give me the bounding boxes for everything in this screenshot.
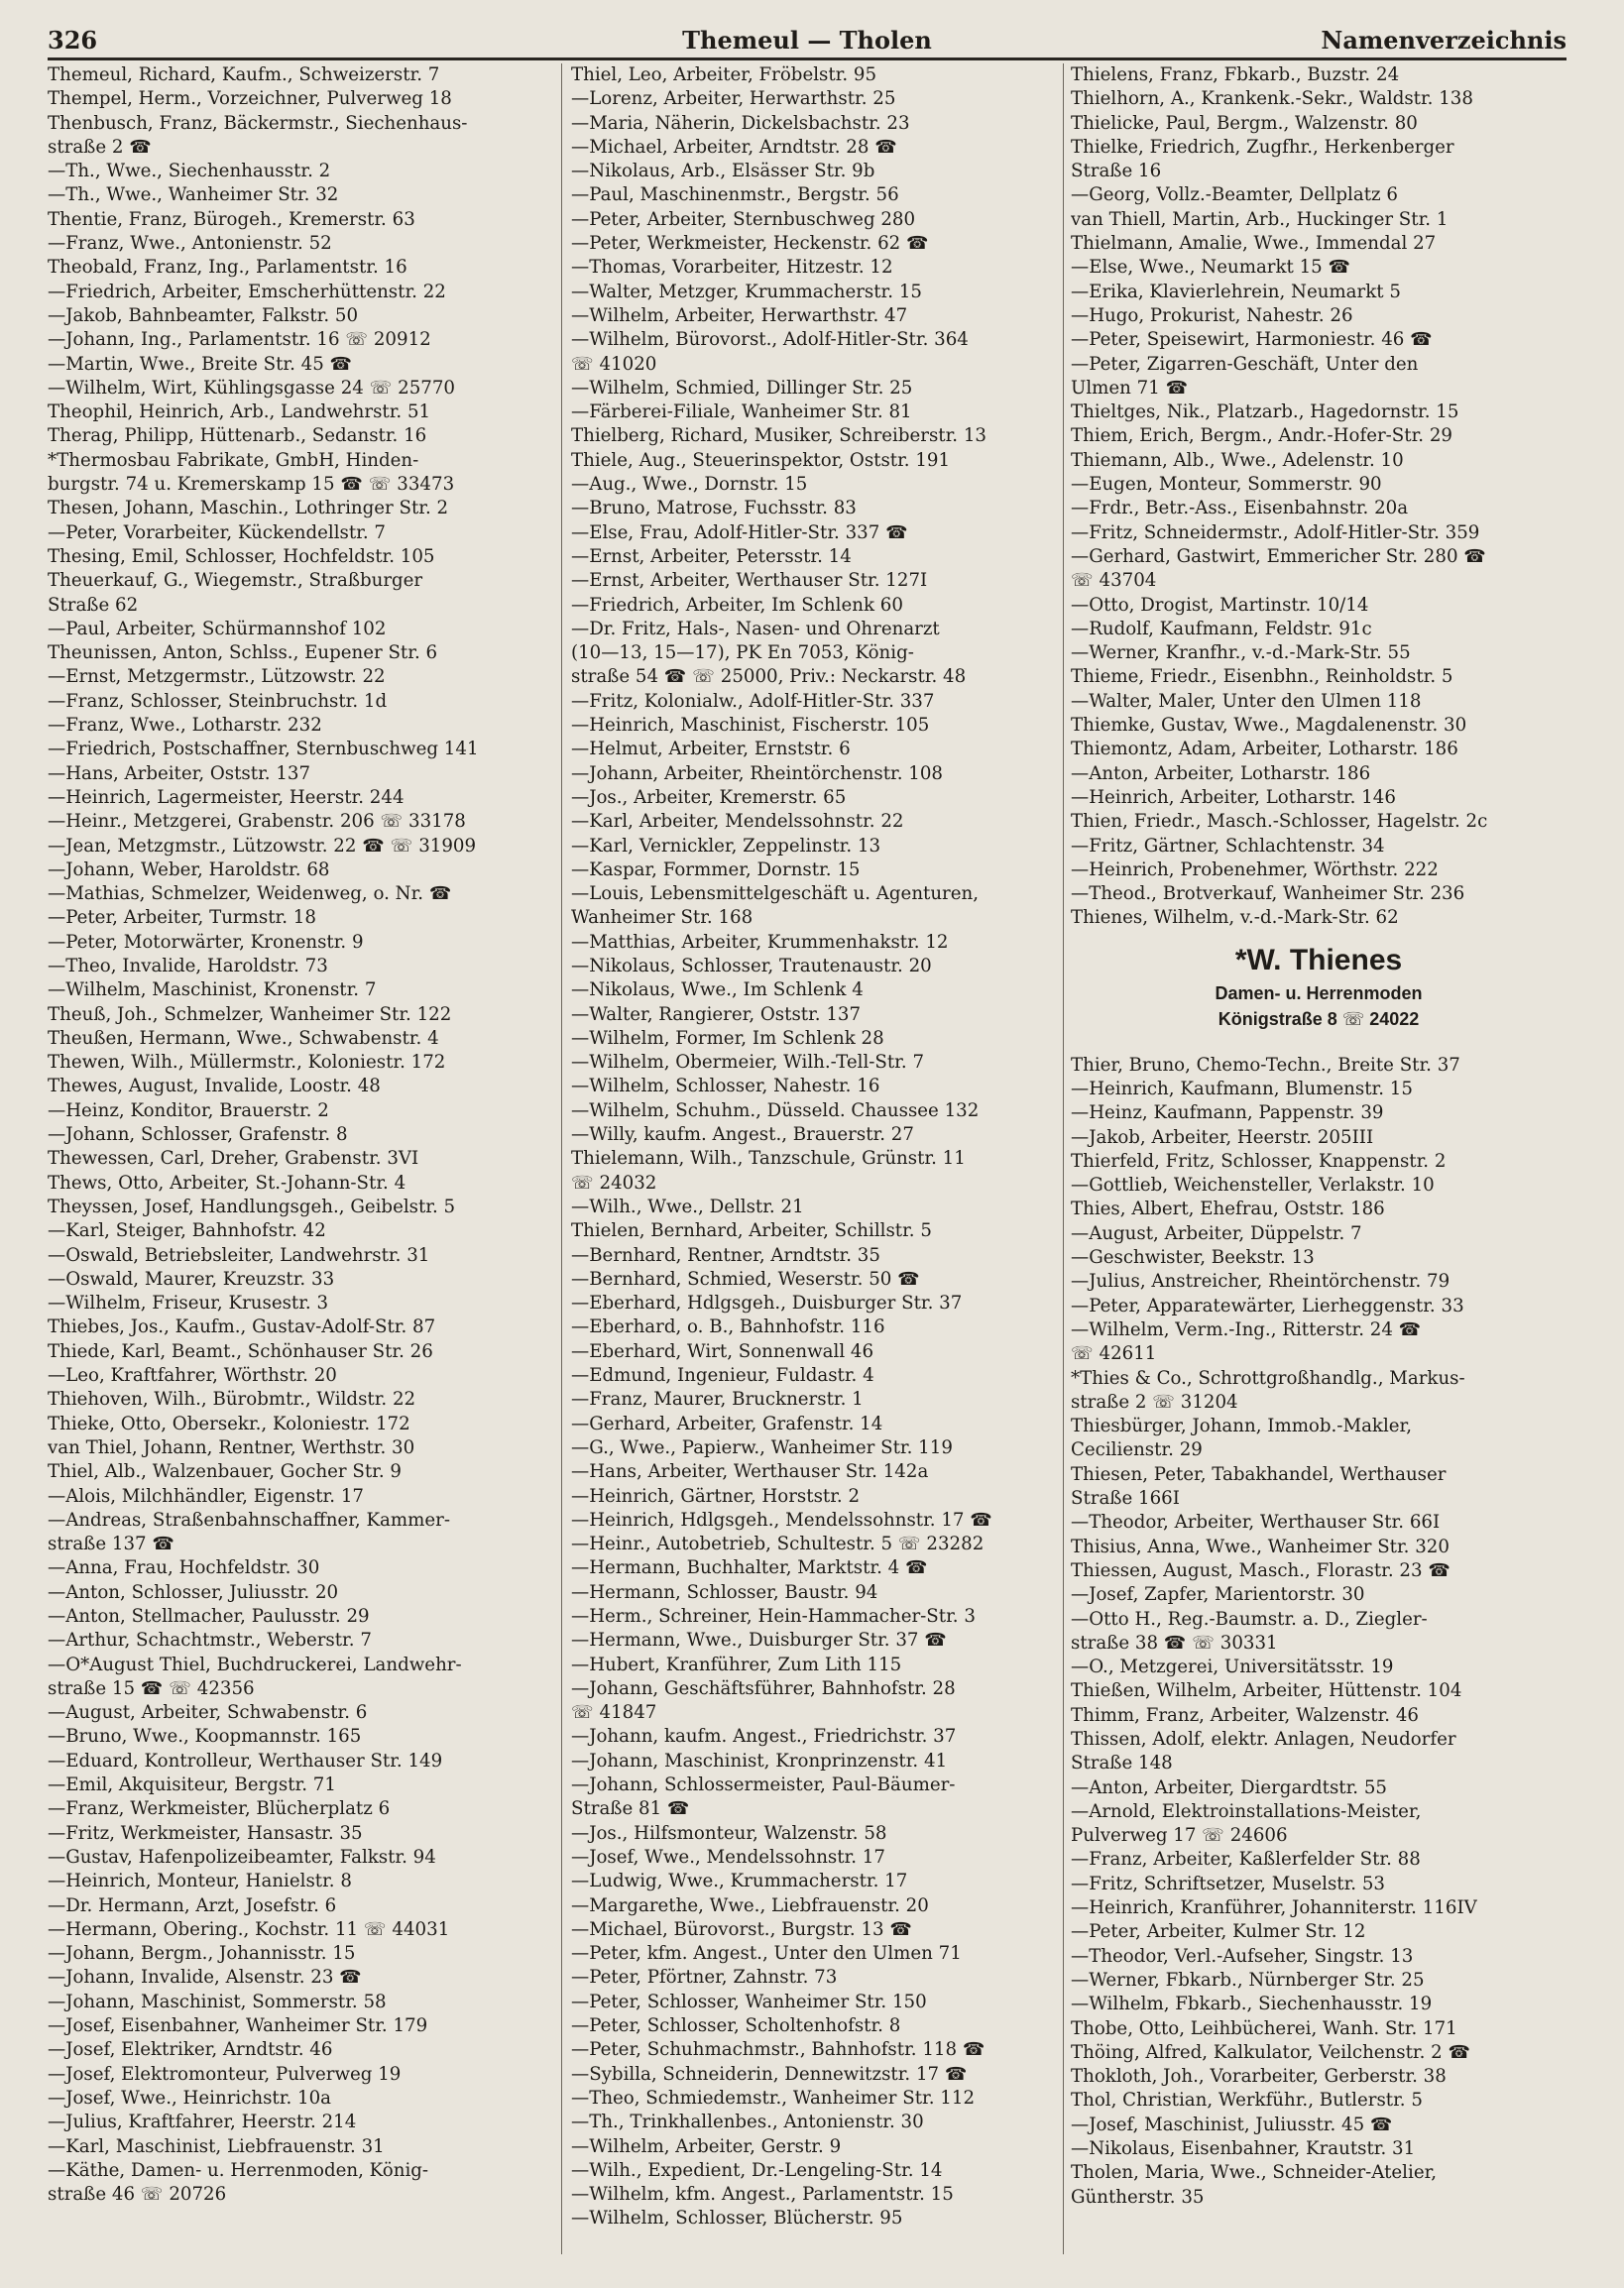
directory-entry: Cecilienstr. 29 bbox=[1071, 1439, 1203, 1461]
directory-entry: —Wilhelm, Arbeiter, Herwarthstr. 47 bbox=[571, 304, 908, 326]
directory-entry: —Walter, Metzger, Krummacherstr. 15 bbox=[571, 281, 922, 302]
directory-entry: Thissen, Adolf, elektr. Anlagen, Neudorfer bbox=[1071, 1729, 1456, 1750]
directory-entry: Theunissen, Anton, Schlss., Eupener Str. 6 bbox=[48, 642, 438, 664]
directory-entry: —Peter, Zigarren-Geschäft, Unter den bbox=[1071, 353, 1419, 375]
directory-entry: —Gerhard, Gastwirt, Emmericher Str. 280 ☎ bbox=[1071, 545, 1486, 567]
directory-entry: —Wilhelm, Wirt, Kühlingsgasse 24 ☏ 25770 bbox=[48, 377, 455, 399]
directory-entry: —Bruno, Wwe., Koopmannstr. 165 bbox=[48, 1726, 362, 1748]
ad-business-name: *W. Thienes bbox=[1234, 943, 1403, 976]
directory-entry: —Th., Wwe., Siechenhausstr. 2 bbox=[48, 161, 331, 182]
directory-entry: —Peter, Arbeiter, Sternbuschweg 280 bbox=[571, 208, 916, 230]
directory-entry: —Eberhard, Hdlgsgeh., Duisburger Str. 37 bbox=[571, 1293, 963, 1315]
directory-entry: —Matthias, Arbeiter, Krummenhakstr. 12 bbox=[571, 931, 949, 953]
directory-entry: —Leo, Kraftfahrer, Wörthstr. 20 bbox=[48, 1365, 337, 1387]
directory-entry: —Bruno, Matrose, Fuchsstr. 83 bbox=[571, 498, 857, 519]
directory-entry: —Theo, Invalide, Haroldstr. 73 bbox=[48, 955, 328, 976]
directory-entry: Thewes, August, Invalide, Loostr. 48 bbox=[48, 1076, 381, 1097]
directory-entry: —Ernst, Metzgermstr., Lützowstr. 22 bbox=[48, 666, 386, 688]
directory-entry: —Heinrich, Arbeiter, Lotharstr. 146 bbox=[1071, 786, 1396, 808]
directory-entry: —Th., Wwe., Wanheimer Str. 32 bbox=[48, 184, 339, 206]
directory-entry: burgstr. 74 u. Kremerskamp 15 ☎ ☏ 33473 bbox=[48, 474, 455, 496]
ad-business-address: Königstraße 8 ☏ 24022 bbox=[1218, 1008, 1420, 1029]
directory-entry: —Bernhard, Schmied, Weserstr. 50 ☎ bbox=[571, 1268, 920, 1290]
directory-entry: —Hermann, Obering., Kochstr. 11 ☏ 44031 bbox=[48, 1918, 450, 1940]
directory-entry: —Josef, Maschinist, Juliusstr. 45 ☎ bbox=[1071, 2114, 1393, 2135]
directory-entry: Straße 148 bbox=[1071, 1753, 1173, 1774]
directory-entry: —Heinrich, Hdlgsgeh., Mendelssohnstr. 17 ☎ bbox=[571, 1509, 992, 1531]
directory-entry: Güntherstr. 35 bbox=[1071, 2186, 1205, 2208]
directory-entry: Thierfeld, Fritz, Schlosser, Knappenstr. 2 bbox=[1071, 1150, 1447, 1172]
directory-entry: —Franz, Schlosser, Steinbruchstr. 1d bbox=[48, 690, 388, 712]
directory-entry: straße 38 ☎ ☏ 30331 bbox=[1071, 1632, 1278, 1654]
directory-entry: Theobald, Franz, Ing., Parlamentstr. 16 bbox=[48, 257, 407, 279]
directory-entry: —Johann, Maschinist, Kronprinzenstr. 41 bbox=[571, 1750, 948, 1772]
directory-entry: —Johann, Schlossermeister, Paul-Bäumer- bbox=[571, 1774, 956, 1796]
directory-entry: Thiehoven, Wilh., Bürobmtr., Wildstr. 22 bbox=[48, 1389, 416, 1411]
directory-entry: —Gerhard, Arbeiter, Grafenstr. 14 bbox=[571, 1413, 883, 1434]
column-divider bbox=[561, 63, 562, 2254]
directory-entry: —Emil, Akquisiteur, Bergstr. 71 bbox=[48, 1774, 336, 1796]
directory-entry: Pulverweg 17 ☏ 24606 bbox=[1071, 1825, 1288, 1847]
directory-entry: Thesing, Emil, Schlosser, Hochfeldstr. 105 bbox=[48, 545, 435, 567]
directory-entry: —Erika, Klavierlehrein, Neumarkt 5 bbox=[1071, 281, 1401, 302]
directory-entry: —Heinrich, Probenehmer, Wörthstr. 222 bbox=[1071, 858, 1439, 880]
directory-entry: —Mathias, Schmelzer, Weidenweg, o. Nr. ☎ bbox=[48, 883, 452, 905]
directory-entry: —Eugen, Monteur, Sommerstr. 90 bbox=[1071, 474, 1382, 496]
directory-entry: Themeul, Richard, Kaufm., Schweizerstr. 7 bbox=[48, 64, 440, 85]
directory-entry: —Johann, Maschinist, Sommerstr. 58 bbox=[48, 1991, 387, 2012]
directory-entry: —Josef, Eisenbahner, Wanheimer Str. 179 bbox=[48, 2015, 428, 2037]
directory-entry: —Josef, Elektriker, Arndtstr. 46 bbox=[48, 2039, 333, 2061]
directory-entry: Thokloth, Joh., Vorarbeiter, Gerberstr. 38 bbox=[1071, 2066, 1447, 2088]
directory-entry: —Otto H., Reg.-Baumstr. a. D., Ziegler- bbox=[1071, 1608, 1428, 1630]
directory-entry: —Hermann, Wwe., Duisburger Str. 37 ☎ bbox=[571, 1630, 947, 1652]
directory-entry: Thier, Bruno, Chemo-Techn., Breite Str. 37 bbox=[1071, 1054, 1460, 1076]
directory-entry: —Werner, Kranfhr., v.-d.-Mark-Str. 55 bbox=[1071, 642, 1411, 664]
directory-entry: —Peter, Apparatewärter, Lierheggenstr. 33 bbox=[1071, 1295, 1464, 1316]
directory-entry: Thisius, Anna, Wwe., Wanheimer Str. 320 bbox=[1071, 1536, 1450, 1557]
directory-entry: —Georg, Vollz.-Beamter, Dellplatz 6 bbox=[1071, 184, 1398, 206]
directory-entry: —Johann, Schlosser, Grafenstr. 8 bbox=[48, 1124, 348, 1146]
directory-entry: —Werner, Fbkarb., Nürnberger Str. 25 bbox=[1071, 1969, 1425, 1991]
directory-entry: Thienes, Wilhelm, v.-d.-Mark-Str. 62 bbox=[1071, 907, 1399, 929]
ad-business-type: Damen- u. Herrenmoden bbox=[1215, 982, 1423, 1003]
directory-entry: —Heinrich, Monteur, Hanielstr. 8 bbox=[48, 1871, 352, 1892]
directory-entry: —Fritz, Kolonialw., Adolf-Hitler-Str. 337 bbox=[571, 690, 935, 712]
directory-entry: —Heinrich, Kaufmann, Blumenstr. 15 bbox=[1071, 1078, 1413, 1099]
directory-entry: —Karl, Maschinist, Liebfrauenstr. 31 bbox=[48, 2135, 385, 2157]
directory-entry: —Wilhelm, Arbeiter, Gerstr. 9 bbox=[571, 2135, 842, 2157]
directory-entry: —Arthur, Schachtmstr., Weberstr. 7 bbox=[48, 1630, 372, 1652]
directory-entry: —Heinr., Autobetrieb, Schultestr. 5 ☏ 23282 bbox=[571, 1534, 985, 1555]
directory-entry: —Ernst, Arbeiter, Petersstr. 14 bbox=[571, 545, 852, 567]
directory-entry: —Johann, Geschäftsführer, Bahnhofstr. 28 bbox=[571, 1677, 956, 1699]
directory-entry: Thimm, Franz, Arbeiter, Walzenstr. 46 bbox=[1071, 1704, 1419, 1726]
directory-entry: —Peter, Motorwärter, Kronenstr. 9 bbox=[48, 931, 364, 953]
directory-entry: straße 2 ☎ bbox=[48, 136, 152, 158]
directory-entry: Thielhorn, A., Krankenk.-Sekr., Waldstr. 138 bbox=[1071, 88, 1473, 110]
directory-entry: —Rudolf, Kaufmann, Feldstr. 91c bbox=[1071, 618, 1372, 639]
directory-entry: Thielemann, Wilh., Tanzschule, Grünstr. 11 bbox=[571, 1148, 966, 1170]
directory-entry: —Paul, Maschinenmstr., Bergstr. 56 bbox=[571, 184, 899, 206]
directory-entry: —G., Wwe., Papierw., Wanheimer Str. 119 bbox=[571, 1436, 953, 1458]
directory-entry: Straße 81 ☎ bbox=[571, 1798, 690, 1820]
directory-entry: —Wilhelm, Schuhm., Düsseld. Chaussee 132 bbox=[571, 1099, 980, 1121]
directory-entry: —Karl, Vernickler, Zeppelinstr. 13 bbox=[571, 835, 881, 857]
directory-entry: —Friedrich, Postschaffner, Sternbuschweg 141 bbox=[48, 739, 479, 760]
directory-entry: —Heinz, Kaufmann, Pappenstr. 39 bbox=[1071, 1102, 1384, 1124]
directory-entry: —Walter, Maler, Unter den Ulmen 118 bbox=[1071, 690, 1422, 712]
directory-entry: Thieltges, Nik., Platzarb., Hagedornstr. 15 bbox=[1071, 401, 1459, 423]
directory-entry: —Martin, Wwe., Breite Str. 45 ☎ bbox=[48, 353, 353, 375]
directory-entry: —Johann, Invalide, Alsenstr. 23 ☎ bbox=[48, 1967, 362, 1989]
directory-entry: Thien, Friedr., Masch.-Schlosser, Hagelstr. 2c bbox=[1071, 811, 1488, 833]
directory-entry: Straße 62 bbox=[48, 594, 139, 616]
directory-entry: Thews, Otto, Arbeiter, St.-Johann-Str. 4 bbox=[48, 1172, 406, 1194]
directory-entry: —Julius, Kraftfahrer, Heerstr. 214 bbox=[48, 2112, 357, 2133]
directory-entry: —Heinz, Konditor, Brauerstr. 2 bbox=[48, 1099, 329, 1121]
directory-entry: —Helmut, Arbeiter, Ernststr. 6 bbox=[571, 739, 851, 760]
directory-entry: —Heinrich, Lagermeister, Heerstr. 244 bbox=[48, 786, 405, 808]
directory-entry: —O*August Thiel, Buchdruckerei, Landwehr- bbox=[48, 1654, 462, 1675]
directory-entry: —Johann, Ing., Parlamentstr. 16 ☏ 20912 bbox=[48, 329, 431, 351]
directory-entry: van Thiell, Martin, Arb., Huckinger Str. 1 bbox=[1071, 208, 1449, 230]
directory-entry: —Theo, Schmiedemstr., Wanheimer Str. 112 bbox=[571, 2087, 976, 2109]
directory-column-2 bbox=[571, 63, 1085, 2276]
directory-entry: —Heinr., Metzgerei, Grabenstr. 206 ☏ 33178 bbox=[48, 811, 466, 833]
directory-entry: —Eberhard, o. B., Bahnhofstr. 116 bbox=[571, 1316, 885, 1338]
directory-entry: —Ludwig, Wwe., Krummacherstr. 17 bbox=[571, 1871, 908, 1892]
directory-entry: —Hermann, Buchhalter, Marktstr. 4 ☎ bbox=[571, 1557, 928, 1579]
directory-entry: Thiele, Aug., Steuerinspektor, Oststr. 191 bbox=[571, 449, 951, 471]
directory-entry: —Josef, Elektromonteur, Pulverweg 19 bbox=[48, 2063, 402, 2085]
directory-entry: —Else, Wwe., Neumarkt 15 ☎ bbox=[1071, 257, 1351, 279]
directory-entry: —Josef, Wwe., Heinrichstr. 10a bbox=[48, 2087, 331, 2109]
section-title: Namenverzeichnis bbox=[1321, 26, 1566, 55]
directory-entry: —Aug., Wwe., Dornstr. 15 bbox=[571, 474, 808, 496]
directory-entry: —Anton, Arbeiter, Lotharstr. 186 bbox=[1071, 762, 1371, 784]
directory-entry: —Karl, Steiger, Bahnhofstr. 42 bbox=[48, 1220, 326, 1242]
directory-entry: Thielberg, Richard, Musiker, Schreiberstr. 13 bbox=[571, 425, 987, 447]
directory-entry: *Thermosbau Fabrikate, GmbH, Hinden- bbox=[48, 449, 419, 471]
directory-entry: —Wilhelm, Verm.-Ing., Ritterstr. 24 ☎ bbox=[1071, 1318, 1422, 1340]
directory-entry: —Anton, Stellmacher, Paulusstr. 29 bbox=[48, 1606, 370, 1627]
directory-entry: —Jakob, Arbeiter, Heerstr. 205III bbox=[1071, 1126, 1374, 1148]
directory-entry: straße 137 ☎ bbox=[48, 1534, 175, 1555]
directory-entry: —Franz, Maurer, Brucknerstr. 1 bbox=[571, 1389, 864, 1411]
directory-entry: —Johann, kaufm. Angest., Friedrichstr. 37 bbox=[571, 1726, 957, 1748]
directory-entry: van Thiel, Johann, Rentner, Werthstr. 30 bbox=[48, 1436, 415, 1458]
directory-entry: —Otto, Drogist, Martinstr. 10/14 bbox=[1071, 594, 1369, 616]
directory-entry: —Hans, Arbeiter, Werthauser Str. 142a bbox=[571, 1461, 929, 1483]
directory-entry: —Wilhelm, Maschinist, Kronenstr. 7 bbox=[48, 979, 377, 1001]
directory-entry: —Gottlieb, Weichensteller, Verlakstr. 10 bbox=[1071, 1175, 1435, 1197]
directory-entry: —Franz, Werkmeister, Blücherplatz 6 bbox=[48, 1798, 391, 1820]
directory-entry: Thiemann, Alb., Wwe., Adelenstr. 10 bbox=[1071, 449, 1404, 471]
directory-entry: Therag, Philipp, Hüttenarb., Sedanstr. 16 bbox=[48, 425, 427, 447]
directory-entry: —Anna, Frau, Hochfeldstr. 30 bbox=[48, 1557, 320, 1579]
directory-entry: Straße 16 bbox=[1071, 161, 1162, 182]
directory-entry: Thiebes, Jos., Kaufm., Gustav-Adolf-Str. 87 bbox=[48, 1316, 436, 1338]
directory-entry: Thöing, Alfred, Kalkulator, Veilchenstr. 2 ☎ bbox=[1071, 2041, 1471, 2063]
directory-entry: —Peter, Arbeiter, Kulmer Str. 12 bbox=[1071, 1921, 1366, 1943]
directory-entry: —Fritz, Schriftsetzer, Muselstr. 53 bbox=[1071, 1873, 1385, 1894]
directory-entry: —Wilhelm, Schlosser, Nahestr. 16 bbox=[571, 1076, 880, 1097]
directory-entry: —Wilhelm, Friseur, Krusestr. 3 bbox=[48, 1293, 329, 1315]
directory-entry: —Friedrich, Arbeiter, Emscherhüttenstr. 22 bbox=[48, 281, 446, 302]
directory-entry: Thobe, Otto, Leihbücherei, Wanh. Str. 171 bbox=[1071, 2017, 1457, 2039]
directory-entry: —Willy, kaufm. Angest., Brauerstr. 27 bbox=[571, 1124, 914, 1146]
directory-entry: —Eberhard, Wirt, Sonnenwall 46 bbox=[571, 1340, 874, 1362]
page-number: 326 bbox=[48, 26, 98, 55]
directory-entry: —Hubert, Kranführer, Zum Lith 115 bbox=[571, 1654, 902, 1675]
directory-entry: —Oswald, Maurer, Kreuzstr. 33 bbox=[48, 1268, 335, 1290]
directory-entry: Straße 166I bbox=[1071, 1488, 1180, 1510]
directory-entry: Thielke, Friedrich, Zugfhr., Herkenberger bbox=[1071, 136, 1454, 158]
directory-entry: —Wilhelm, Obermeier, Wilh.-Tell-Str. 7 bbox=[571, 1052, 925, 1074]
directory-entry: —Gustav, Hafenpolizeibeamter, Falkstr. 94 bbox=[48, 1846, 436, 1868]
directory-entry: Thielicke, Paul, Bergm., Walzenstr. 80 bbox=[1071, 112, 1418, 134]
directory-entry: —Eduard, Kontrolleur, Werthauser Str. 149 bbox=[48, 1750, 443, 1772]
directory-entry: —Peter, Schuhmachmstr., Bahnhofstr. 118 ☎ bbox=[571, 2039, 986, 2061]
directory-entry: —Jean, Metzgmstr., Lützowstr. 22 ☎ ☏ 31909 bbox=[48, 835, 477, 857]
directory-entry: —Peter, Werkmeister, Heckenstr. 62 ☎ bbox=[571, 233, 929, 255]
directory-entry: —Peter, Schlosser, Wanheimer Str. 150 bbox=[571, 1991, 927, 2012]
directory-entry: —Josef, Wwe., Mendelssohnstr. 17 bbox=[571, 1846, 885, 1868]
directory-entry: —Fritz, Gärtner, Schlachtenstr. 34 bbox=[1071, 835, 1385, 857]
directory-entry: —Arnold, Elektroinstallations-Meister, bbox=[1071, 1800, 1422, 1822]
directory-entry: —Th., Trinkhallenbes., Antonienstr. 30 bbox=[571, 2112, 924, 2133]
directory-entry: —Louis, Lebensmittelgeschäft u. Agenturen, bbox=[571, 883, 980, 905]
directory-entry: —Theod., Brotverkauf, Wanheimer Str. 236 bbox=[1071, 883, 1465, 905]
directory-entry: Thenbusch, Franz, Bäckermstr., Siechenhaus- bbox=[48, 112, 468, 134]
directory-entry: Thiemontz, Adam, Arbeiter, Lotharstr. 186 bbox=[1071, 739, 1458, 760]
directory-entry: —Margarethe, Wwe., Liebfrauenstr. 20 bbox=[571, 1894, 929, 1916]
directory-entry: —Michael, Bürovorst., Burgstr. 13 ☎ bbox=[571, 1918, 913, 1940]
directory-entry: —Hermann, Schlosser, Baustr. 94 bbox=[571, 1581, 878, 1603]
directory-entry: —Nikolaus, Arb., Elsässer Str. 9b bbox=[571, 161, 875, 182]
directory-entry: Thiel, Leo, Arbeiter, Fröbelstr. 95 bbox=[571, 64, 877, 85]
directory-entry: —Jos., Hilfsmonteur, Walzenstr. 58 bbox=[571, 1822, 887, 1844]
directory-entry: —August, Arbeiter, Schwabenstr. 6 bbox=[48, 1702, 368, 1724]
directory-entry: —August, Arbeiter, Düppelstr. 7 bbox=[1071, 1222, 1362, 1244]
directory-entry: —Andreas, Straßenbahnschaffner, Kammer- bbox=[48, 1509, 450, 1531]
directory-entry: Thempel, Herm., Vorzeichner, Pulverweg 18 bbox=[48, 88, 452, 110]
directory-entry: straße 54 ☎ ☏ 25000, Priv.: Neckarstr. 48 bbox=[571, 666, 967, 688]
directory-entry: —Anton, Schlosser, Juliusstr. 20 bbox=[48, 1581, 339, 1603]
directory-entry: —Alois, Milchhändler, Eigenstr. 17 bbox=[48, 1485, 364, 1507]
directory-entry: (10—13, 15—17), PK En 7053, König- bbox=[571, 642, 914, 664]
directory-entry: —Nikolaus, Wwe., Im Schlenk 4 bbox=[571, 979, 864, 1001]
directory-entry: —Wilh., Expedient, Dr.-Lengeling-Str. 14 bbox=[571, 2159, 943, 2181]
directory-entry: —Julius, Anstreicher, Rheintörchenstr. 79 bbox=[1071, 1271, 1450, 1293]
directory-entry: —Oswald, Betriebsleiter, Landwehrstr. 31 bbox=[48, 1244, 430, 1266]
directory-entry: —Johann, Arbeiter, Rheintörchenstr. 108 bbox=[571, 762, 943, 784]
directory-entry: —Peter, Vorarbeiter, Kückendellstr. 7 bbox=[48, 521, 386, 543]
directory-entry: —Karl, Arbeiter, Mendelssohnstr. 22 bbox=[571, 811, 904, 833]
directory-entry: Theuß, Joh., Schmelzer, Wanheimer Str. 122 bbox=[48, 1003, 452, 1025]
directory-entry: —Walter, Rangierer, Oststr. 137 bbox=[571, 1003, 862, 1025]
directory-entry: —Geschwister, Beekstr. 13 bbox=[1071, 1247, 1315, 1269]
directory-entry: —Peter, Speisewirt, Harmoniestr. 46 ☎ bbox=[1071, 329, 1433, 351]
directory-entry: —Anton, Arbeiter, Diergardtstr. 55 bbox=[1071, 1776, 1387, 1798]
directory-entry: —Jos., Arbeiter, Kremerstr. 65 bbox=[571, 786, 847, 808]
directory-entry: Thewen, Wilh., Müllermstr., Koloniestr. 172 bbox=[48, 1052, 446, 1074]
directory-entry: Thießen, Wilhelm, Arbeiter, Hüttenstr. 104 bbox=[1071, 1680, 1462, 1702]
directory-entry: Thiede, Karl, Beamt., Schönhauser Str. 26 bbox=[48, 1340, 433, 1362]
directory-entry: —Ernst, Arbeiter, Werthauser Str. 127I bbox=[571, 570, 928, 592]
directory-entry: —Maria, Näherin, Dickelsbachstr. 23 bbox=[571, 112, 910, 134]
directory-entry: —Wilh., Wwe., Dellstr. 21 bbox=[571, 1196, 804, 1217]
directory-entry: —Jakob, Bahnbeamter, Falkstr. 50 bbox=[48, 304, 359, 326]
directory-entry: Tholen, Maria, Wwe., Schneider-Atelier, bbox=[1071, 2162, 1438, 2184]
directory-entry: —Peter, Schlosser, Scholtenhofstr. 8 bbox=[571, 2015, 901, 2037]
directory-entry: Thielen, Bernhard, Arbeiter, Schillstr. 5 bbox=[571, 1220, 932, 1242]
directory-entry: —Fritz, Werkmeister, Hansastr. 35 bbox=[48, 1822, 363, 1844]
directory-entry: —O., Metzgerei, Universitätsstr. 19 bbox=[1071, 1657, 1394, 1678]
directory-entry: Thieke, Otto, Obersekr., Koloniestr. 172 bbox=[48, 1413, 410, 1434]
page-header bbox=[48, 22, 1566, 60]
directory-entry: Theußen, Hermann, Wwe., Schwabenstr. 4 bbox=[48, 1027, 439, 1049]
directory-entry: Thewessen, Carl, Dreher, Grabenstr. 3VI bbox=[48, 1148, 419, 1170]
directory-entry: —Edmund, Ingenieur, Fuldastr. 4 bbox=[571, 1365, 874, 1387]
directory-entry: —Franz, Wwe., Antonienstr. 52 bbox=[48, 233, 332, 255]
advertisement-box bbox=[1071, 931, 1566, 1054]
directory-entry: —Michael, Arbeiter, Arndtstr. 28 ☎ bbox=[571, 136, 897, 158]
directory-entry: Thieme, Friedr., Eisenbhn., Reinholdstr. 5 bbox=[1071, 666, 1453, 688]
directory-entry: —Peter, kfm. Angest., Unter den Ulmen 71 bbox=[571, 1943, 962, 1965]
directory-entry: straße 15 ☎ ☏ 42356 bbox=[48, 1677, 255, 1699]
directory-entry: —Friedrich, Arbeiter, Im Schlenk 60 bbox=[571, 594, 903, 616]
directory-entry: —Johann, Bergm., Johannisstr. 15 bbox=[48, 1943, 356, 1965]
directory-entry: —Heinrich, Gärtner, Horststr. 2 bbox=[571, 1485, 861, 1507]
directory-entry: —Dr. Hermann, Arzt, Josefstr. 6 bbox=[48, 1894, 337, 1916]
directory-column-1 bbox=[48, 63, 553, 2276]
directory-entry: —Frdr., Betr.-Ass., Eisenbahnstr. 20a bbox=[1071, 498, 1409, 519]
directory-entry: Thiesbürger, Johann, Immob.-Makler, bbox=[1071, 1416, 1412, 1437]
directory-entry: —Lorenz, Arbeiter, Herwarthstr. 25 bbox=[571, 88, 896, 110]
directory-entry: Thiesen, Peter, Tabakhandel, Werthauser bbox=[1071, 1463, 1447, 1485]
directory-entry: straße 46 ☏ 20726 bbox=[48, 2184, 227, 2206]
directory-entry: —Peter, Pförtner, Zahnstr. 73 bbox=[571, 1967, 838, 1989]
directory-entry: —Wilhelm, Fbkarb., Siechenhausstr. 19 bbox=[1071, 1994, 1433, 2015]
directory-entry: Wanheimer Str. 168 bbox=[571, 907, 754, 929]
directory-entry: Thielens, Franz, Fbkarb., Buzstr. 24 bbox=[1071, 64, 1400, 85]
directory-entry: Thiemke, Gustav, Wwe., Magdalenenstr. 30 bbox=[1071, 715, 1467, 737]
directory-entry: —Wilhelm, Bürovorst., Adolf-Hitler-Str. 364 bbox=[571, 329, 969, 351]
column-3-entries-bottom bbox=[1071, 1054, 1566, 2210]
directory-entry: —Thomas, Vorarbeiter, Hitzestr. 12 bbox=[571, 257, 893, 279]
directory-entry: Thentie, Franz, Bürogeh., Kremerstr. 63 bbox=[48, 208, 415, 230]
directory-entry: ☏ 42611 bbox=[1071, 1343, 1157, 1365]
directory-entry: —Nikolaus, Schlosser, Trautenaustr. 20 bbox=[571, 955, 932, 976]
directory-entry: Thiem, Erich, Bergm., Andr.-Hofer-Str. 29 bbox=[1071, 425, 1452, 447]
directory-entry: —Sybilla, Schneiderin, Dennewitzstr. 17 ☎ bbox=[571, 2063, 968, 2085]
directory-entry: —Theodor, Verl.-Aufseher, Singstr. 13 bbox=[1071, 1945, 1414, 1967]
directory-entry: Theuerkauf, G., Wiegemstr., Straßburger bbox=[48, 570, 423, 592]
directory-entry: *Thies & Co., Schrottgroßhandlg., Markus- bbox=[1071, 1367, 1465, 1389]
directory-entry: Thiel, Alb., Walzenbauer, Gocher Str. 9 bbox=[48, 1461, 403, 1483]
name-range: Themeul — Tholen bbox=[682, 26, 932, 55]
directory-entry: —Käthe, Damen- u. Herrenmoden, König- bbox=[48, 2159, 429, 2181]
directory-entry: straße 2 ☏ 31204 bbox=[1071, 1391, 1238, 1413]
directory-entry: Thiessen, August, Masch., Florastr. 23 ☎ bbox=[1071, 1559, 1450, 1581]
directory-entry: —Heinrich, Kranführer, Johanniterstr. 116IV bbox=[1071, 1897, 1477, 1919]
directory-entry: ☏ 24032 bbox=[571, 1172, 657, 1194]
directory-entry: Thielmann, Amalie, Wwe., Immendal 27 bbox=[1071, 233, 1437, 255]
directory-entry: Theophil, Heinrich, Arb., Landwehrstr. 51 bbox=[48, 401, 431, 423]
directory-entry: —Else, Frau, Adolf-Hitler-Str. 337 ☎ bbox=[571, 521, 908, 543]
directory-entry: —Wilhelm, Schmied, Dillinger Str. 25 bbox=[571, 377, 913, 399]
directory-entry: Ulmen 71 ☎ bbox=[1071, 377, 1189, 399]
directory-entry: Thol, Christian, Werkführ., Butlerstr. 5 bbox=[1071, 2090, 1423, 2112]
directory-entry: —Peter, Arbeiter, Turmstr. 18 bbox=[48, 907, 316, 929]
directory-entry: —Bernhard, Rentner, Arndtstr. 35 bbox=[571, 1244, 880, 1266]
directory-entry: —Josef, Zapfer, Marientorstr. 30 bbox=[1071, 1584, 1365, 1606]
directory-entry: ☏ 41847 bbox=[571, 1702, 657, 1724]
directory-entry: —Hans, Arbeiter, Oststr. 137 bbox=[48, 762, 311, 784]
directory-column-3 bbox=[1071, 63, 1566, 2276]
directory-entry: —Wilhelm, Former, Im Schlenk 28 bbox=[571, 1027, 884, 1049]
directory-entry: —Johann, Weber, Haroldstr. 68 bbox=[48, 858, 330, 880]
directory-entry: Thesen, Johann, Maschin., Lothringer Str. 2 bbox=[48, 498, 449, 519]
directory-entry: —Franz, Arbeiter, Kaßlerfelder Str. 88 bbox=[1071, 1849, 1421, 1871]
column-3-entries-top bbox=[1071, 63, 1566, 931]
directory-entry: —Kaspar, Formmer, Dornstr. 15 bbox=[571, 858, 861, 880]
directory-entry: ☏ 43704 bbox=[1071, 570, 1157, 592]
directory-entry: Theyssen, Josef, Handlungsgeh., Geibelstr. 5 bbox=[48, 1196, 456, 1217]
directory-entry: —Wilhelm, kfm. Angest., Parlamentstr. 15 bbox=[571, 2184, 954, 2206]
directory-entry: —Theodor, Arbeiter, Werthauser Str. 66I bbox=[1071, 1512, 1441, 1534]
directory-entry: —Heinrich, Maschinist, Fischerstr. 105 bbox=[571, 715, 930, 737]
directory-entry: —Paul, Arbeiter, Schürmannshof 102 bbox=[48, 618, 387, 639]
directory-entry: —Nikolaus, Eisenbahner, Krautstr. 31 bbox=[1071, 2138, 1416, 2160]
directory-entry: —Färberei-Filiale, Wanheimer Str. 81 bbox=[571, 401, 912, 423]
directory-entry: ☏ 41020 bbox=[571, 353, 657, 375]
directory-entry: —Wilhelm, Schlosser, Blücherstr. 95 bbox=[571, 2208, 903, 2230]
directory-entry: —Hugo, Prokurist, Nahestr. 26 bbox=[1071, 304, 1353, 326]
directory-entry: —Franz, Wwe., Lotharstr. 232 bbox=[48, 715, 322, 737]
directory-entry: —Fritz, Schneidermstr., Adolf-Hitler-Str. 359 bbox=[1071, 521, 1480, 543]
directory-entry: Thies, Albert, Ehefrau, Oststr. 186 bbox=[1071, 1199, 1385, 1220]
directory-entry: —Herm., Schreiner, Hein-Hammacher-Str. 3 bbox=[571, 1606, 976, 1627]
directory-entry: —Dr. Fritz, Hals-, Nasen- und Ohrenarzt bbox=[571, 618, 940, 639]
